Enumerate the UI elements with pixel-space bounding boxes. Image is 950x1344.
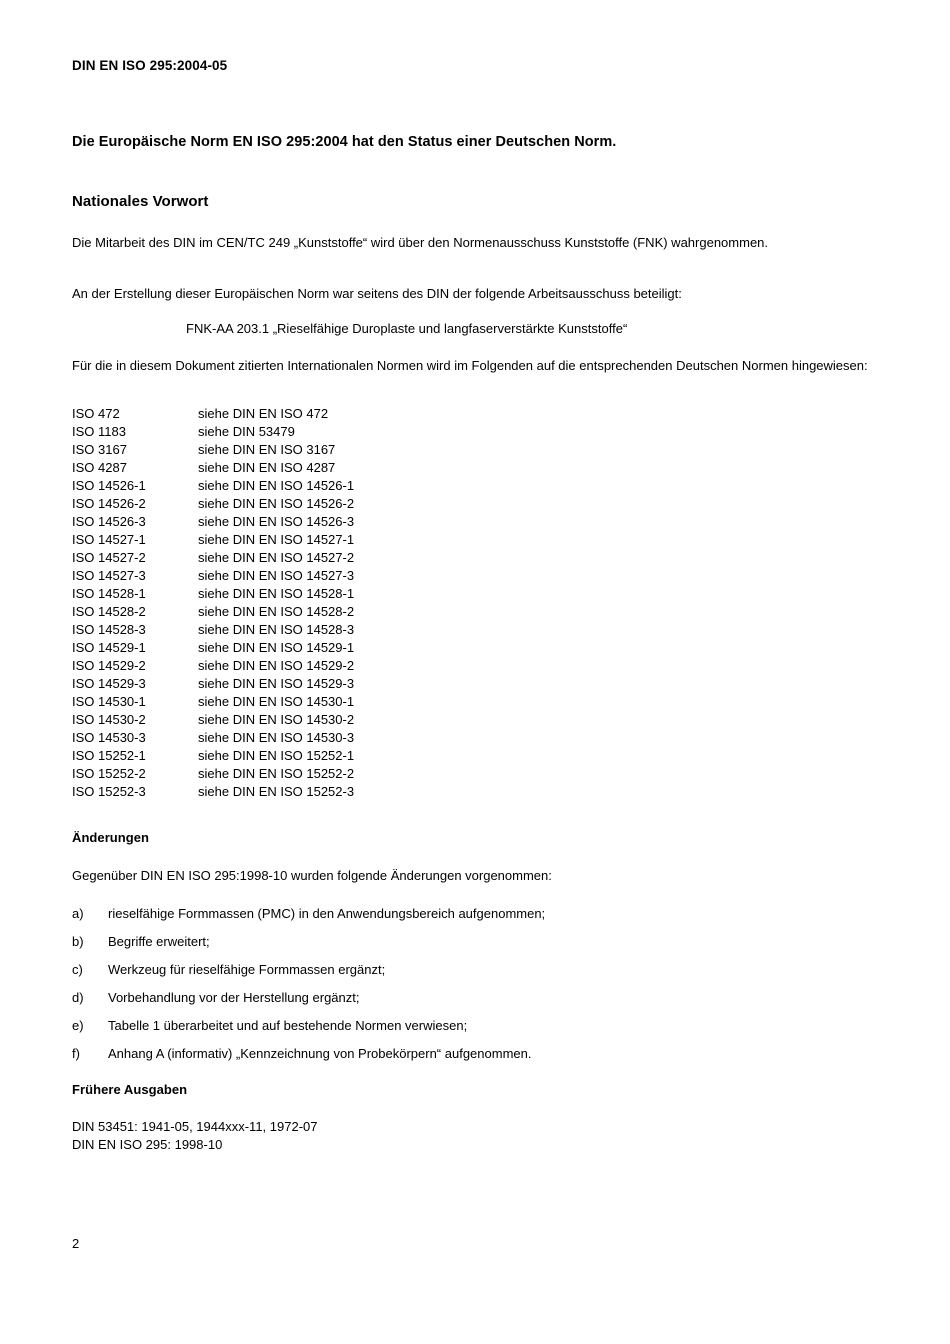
iso-standard-cell: ISO 4287 <box>72 460 127 475</box>
table-row <box>72 765 572 783</box>
table-row <box>72 729 572 747</box>
document-header-title: DIN EN ISO 295:2004-05 <box>72 58 228 73</box>
table-row <box>72 531 572 549</box>
din-reference-cell: siehe DIN EN ISO 14526-1 <box>198 478 355 493</box>
iso-standard-cell: ISO 1183 <box>72 424 126 439</box>
list-item-text: Vorbehandlung vor der Herstellung ergänzt; <box>108 990 360 1005</box>
list-item <box>72 1018 878 1046</box>
table-row <box>72 549 572 567</box>
iso-standard-cell: ISO 14530-1 <box>72 694 146 709</box>
standards-cross-reference-table <box>72 405 572 801</box>
list-item-marker: b) <box>72 934 84 949</box>
table-row <box>72 567 572 585</box>
list-item-marker: c) <box>72 962 83 977</box>
iso-standard-cell: ISO 472 <box>72 406 120 421</box>
standards-table-body <box>72 405 572 801</box>
table-row <box>72 495 572 513</box>
table-row <box>72 621 572 639</box>
previous-editions-list <box>72 1118 672 1153</box>
status-statement: Die Europäische Norm EN ISO 295:2004 hat den Status einer Deutschen Norm. <box>72 134 617 150</box>
list-item-text: Tabelle 1 überarbeitet und auf bestehende Normen verwiesen; <box>108 1018 468 1033</box>
table-row <box>72 477 572 495</box>
table-row <box>72 459 572 477</box>
din-reference-cell: siehe DIN EN ISO 14528-2 <box>198 604 355 619</box>
iso-standard-cell: ISO 15252-2 <box>72 766 146 781</box>
din-reference-cell: siehe DIN EN ISO 14530-1 <box>198 694 355 709</box>
page-number: 2 <box>72 1236 80 1251</box>
iso-standard-cell: ISO 15252-1 <box>72 748 146 763</box>
din-reference-cell: siehe DIN EN ISO 14526-3 <box>198 514 355 529</box>
table-row <box>72 693 572 711</box>
din-reference-cell: siehe DIN EN ISO 14527-3 <box>198 568 355 583</box>
table-row <box>72 711 572 729</box>
iso-standard-cell: ISO 14529-1 <box>72 640 146 655</box>
din-reference-cell: siehe DIN EN ISO 14527-1 <box>198 532 355 547</box>
iso-standard-cell: ISO 14529-3 <box>72 676 146 691</box>
table-row <box>72 639 572 657</box>
iso-standard-cell: ISO 14528-2 <box>72 604 146 619</box>
iso-standard-cell: ISO 14528-3 <box>72 622 146 637</box>
din-reference-cell: siehe DIN EN ISO 15252-1 <box>198 748 355 763</box>
section-heading-nationales-vorwort: Nationales Vorwort <box>72 193 209 210</box>
din-reference-cell: siehe DIN EN ISO 14529-1 <box>198 640 355 655</box>
list-item-marker: a) <box>72 906 84 921</box>
din-reference-cell: siehe DIN EN ISO 14526-2 <box>198 496 355 511</box>
table-row <box>72 513 572 531</box>
din-reference-cell: siehe DIN EN ISO 14530-3 <box>198 730 355 745</box>
table-row <box>72 783 572 801</box>
iso-standard-cell: ISO 14526-2 <box>72 496 146 511</box>
din-reference-cell: siehe DIN EN ISO 472 <box>198 406 329 421</box>
list-item <box>72 1046 878 1074</box>
section-heading-aenderungen: Änderungen <box>72 830 150 845</box>
previous-edition-line: DIN EN ISO 295: 1998-10 <box>72 1136 223 1152</box>
din-reference-cell: siehe DIN EN ISO 4287 <box>198 460 336 475</box>
din-reference-cell: siehe DIN EN ISO 3167 <box>198 442 336 457</box>
din-reference-cell: siehe DIN EN ISO 14527-2 <box>198 550 355 565</box>
table-row <box>72 657 572 675</box>
din-reference-cell: siehe DIN EN ISO 14529-2 <box>198 658 355 673</box>
list-item <box>72 962 878 990</box>
section-heading-fruehere-ausgaben: Frühere Ausgaben <box>72 1082 188 1097</box>
table-row <box>72 747 572 765</box>
din-reference-cell: siehe DIN EN ISO 15252-2 <box>198 766 355 781</box>
iso-standard-cell: ISO 14527-2 <box>72 550 146 565</box>
iso-standard-cell: ISO 14526-1 <box>72 478 146 493</box>
table-row <box>72 423 572 441</box>
table-row <box>72 585 572 603</box>
table-row <box>72 405 572 423</box>
din-reference-cell: siehe DIN EN ISO 14528-1 <box>198 586 355 601</box>
din-reference-cell: siehe DIN EN ISO 14529-3 <box>198 676 355 691</box>
list-item <box>72 990 878 1018</box>
din-reference-cell: siehe DIN EN ISO 15252-3 <box>198 784 355 799</box>
iso-standard-cell: ISO 14530-2 <box>72 712 146 727</box>
previous-edition-line: DIN 53451: 1941-05, 1944xxx-11, 1972-07 <box>72 1119 318 1134</box>
list-item-marker: d) <box>72 990 84 1005</box>
list-item-marker: f) <box>72 1046 80 1061</box>
list-item-text: Begriffe erweitert; <box>108 934 210 949</box>
iso-standard-cell: ISO 14528-1 <box>72 586 146 601</box>
din-reference-cell: siehe DIN EN ISO 14528-3 <box>198 622 355 637</box>
list-item-text: Anhang A (informativ) „Kennzeichnung von Probekörpern“ aufgenommen. <box>108 1046 532 1061</box>
list-item <box>72 906 878 934</box>
iso-standard-cell: ISO 14527-3 <box>72 568 146 583</box>
din-reference-cell: siehe DIN EN ISO 14530-2 <box>198 712 355 727</box>
changes-list <box>72 906 878 1074</box>
changes-intro-paragraph: Gegenüber DIN EN ISO 295:1998-10 wurden folgende Änderungen vorgenommen: <box>72 868 552 883</box>
list-item-text: Werkzeug für rieselfähige Formmassen ergänzt; <box>108 962 386 977</box>
list-item-text: rieselfähige Formmassen (PMC) in den Anwendungsbereich aufgenommen; <box>108 906 546 921</box>
foreword-paragraph-1: Die Mitarbeit des DIN im CEN/TC 249 „Kunststoffe“ wird über den Normenausschuss Kunststoffe (FNK) wahrgenommen. <box>72 235 769 250</box>
iso-standard-cell: ISO 14530-3 <box>72 730 146 745</box>
iso-standard-cell: ISO 3167 <box>72 442 127 457</box>
iso-standard-cell: ISO 14529-2 <box>72 658 146 673</box>
list-item <box>72 934 878 962</box>
committee-reference-line: FNK-AA 203.1 „Rieselfähige Duroplaste und langfaserverstärkte Kunststoffe“ <box>186 321 628 336</box>
din-reference-cell: siehe DIN 53479 <box>198 424 295 439</box>
iso-standard-cell: ISO 14527-1 <box>72 532 146 547</box>
foreword-paragraph-3: Für die in diesem Dokument zitierten Internationalen Normen wird im Folgenden auf die entsprechenden Deutschen Normen hingewiesen: <box>72 358 868 373</box>
table-row <box>72 603 572 621</box>
iso-standard-cell: ISO 15252-3 <box>72 784 146 799</box>
list-item-marker: e) <box>72 1018 84 1033</box>
foreword-paragraph-2: An der Erstellung dieser Europäischen Norm war seitens des DIN der folgende Arbeitsausschuss beteiligt: <box>72 286 682 301</box>
table-row <box>72 441 572 459</box>
table-row <box>72 675 572 693</box>
iso-standard-cell: ISO 14526-3 <box>72 514 146 529</box>
